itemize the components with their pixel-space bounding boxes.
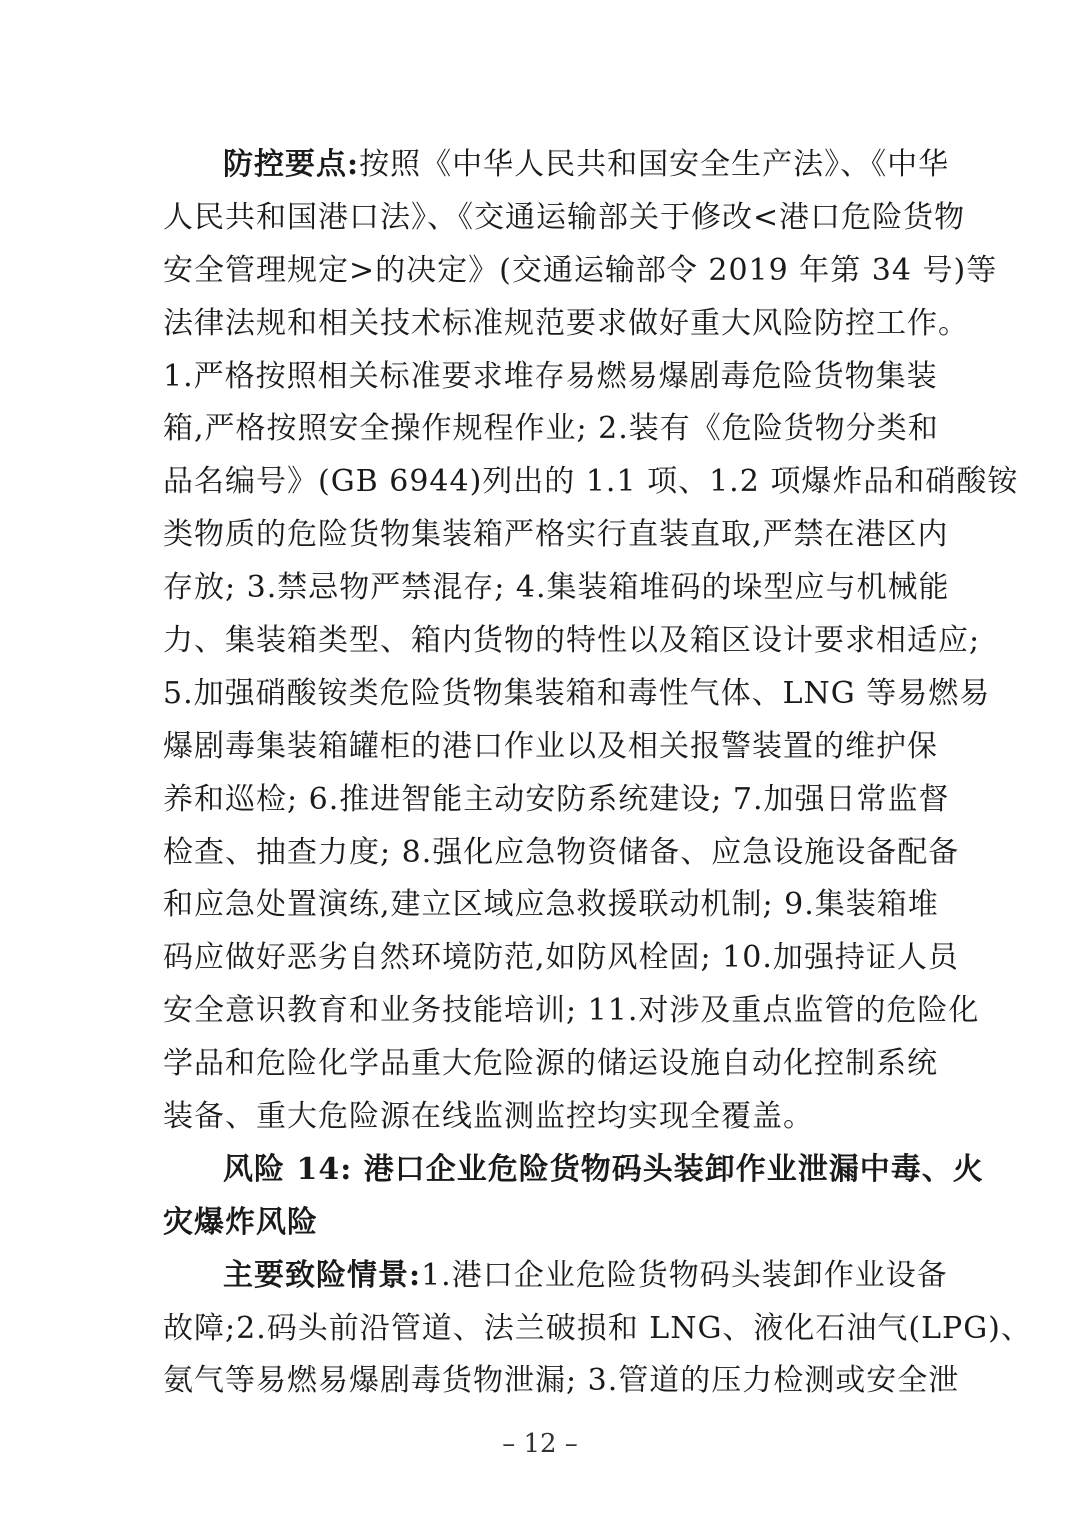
risk-heading: 风险 14: 港口企业危险货物码头装卸作业泄漏中毒、火 <box>223 1151 984 1187</box>
paragraph-line: 码应做好恶劣自然环境防范,如防风栓固; 10.加强持证人员 <box>163 940 959 976</box>
paragraph-line: 检查、抽查力度; 8.强化应急物资储备、应急设施设备配备 <box>163 834 960 870</box>
paragraph-line: 类物质的危险货物集装箱严格实行直装直取,严禁在港区内 <box>163 517 949 553</box>
paragraph-line: 力、集装箱类型、箱内货物的特性以及箱区设计要求相适应; <box>163 623 981 659</box>
paragraph-line: 1.严格按照相关标准要求堆存易燃易爆剧毒危险货物集装 <box>163 358 938 394</box>
document-body <box>163 139 1032 1408</box>
paragraph-line <box>163 1250 948 1303</box>
paragraph-text: 按照《中华人民共和国安全生产法》、《中华 <box>359 147 950 182</box>
paragraph-line: 学品和危险化学品重大危险源的储运设施自动化控制系统 <box>163 1046 938 1082</box>
paragraph-line: 存放; 3.禁忌物严禁混存; 4.集装箱堆码的垛型应与机械能 <box>163 570 950 606</box>
paragraph-line: 安全意识教育和业务技能培训; 11.对涉及重点监管的危险化 <box>163 993 980 1029</box>
section-lead-scenarios: 主要致险情景: <box>223 1257 422 1293</box>
paragraph-line: 5.加强硝酸铵类危险货物集装箱和毒性气体、LNG 等易燃易 <box>163 675 991 711</box>
paragraph-text: 1.港口企业危险货物码头装卸作业设备 <box>421 1257 948 1293</box>
paragraph-line: 箱,严格按照安全操作规程作业; 2.装有《危险货物分类和 <box>163 411 939 447</box>
paragraph-line: 品名编号》(GB 6944)列出的 1.1 项、1.2 项爆炸品和硝酸铵 <box>163 464 1019 500</box>
paragraph-line: 人民共和国港口法》、《交通运输部关于修改<港口危险货物 <box>163 199 966 235</box>
page-number: – 12 – <box>502 1429 578 1459</box>
paragraph-line: 故障;2.码头前沿管道、法兰破损和 LNG、液化石油气(LPG)、 <box>163 1310 1032 1346</box>
paragraph-line: 法律法规和相关技术标准规范要求做好重大风险防控工作。 <box>163 305 969 341</box>
paragraph-line: 养和巡检; 6.推进智能主动安防系统建设; 7.加强日常监督 <box>163 781 950 817</box>
section-lead-prevention: 防控要点: <box>223 147 360 182</box>
risk-heading-continued: 灾爆炸风险 <box>163 1204 318 1240</box>
paragraph-line: 爆剧毒集装箱罐柜的港口作业以及相关报警装置的维护保 <box>163 728 938 764</box>
paragraph-line: 安全管理规定>的决定》(交通运输部令 2019 年第 34 号)等 <box>163 252 998 288</box>
paragraph-line: 和应急处置演练,建立区域应急救援联动机制; 9.集装箱堆 <box>163 887 939 923</box>
paragraph-line: 装备、重大危险源在线监测监控均实现全覆盖。 <box>163 1099 814 1135</box>
paragraph-line: 氨气等易燃易爆剧毒货物泄漏; 3.管道的压力检测或安全泄 <box>163 1363 960 1399</box>
paragraph-line <box>163 139 950 192</box>
